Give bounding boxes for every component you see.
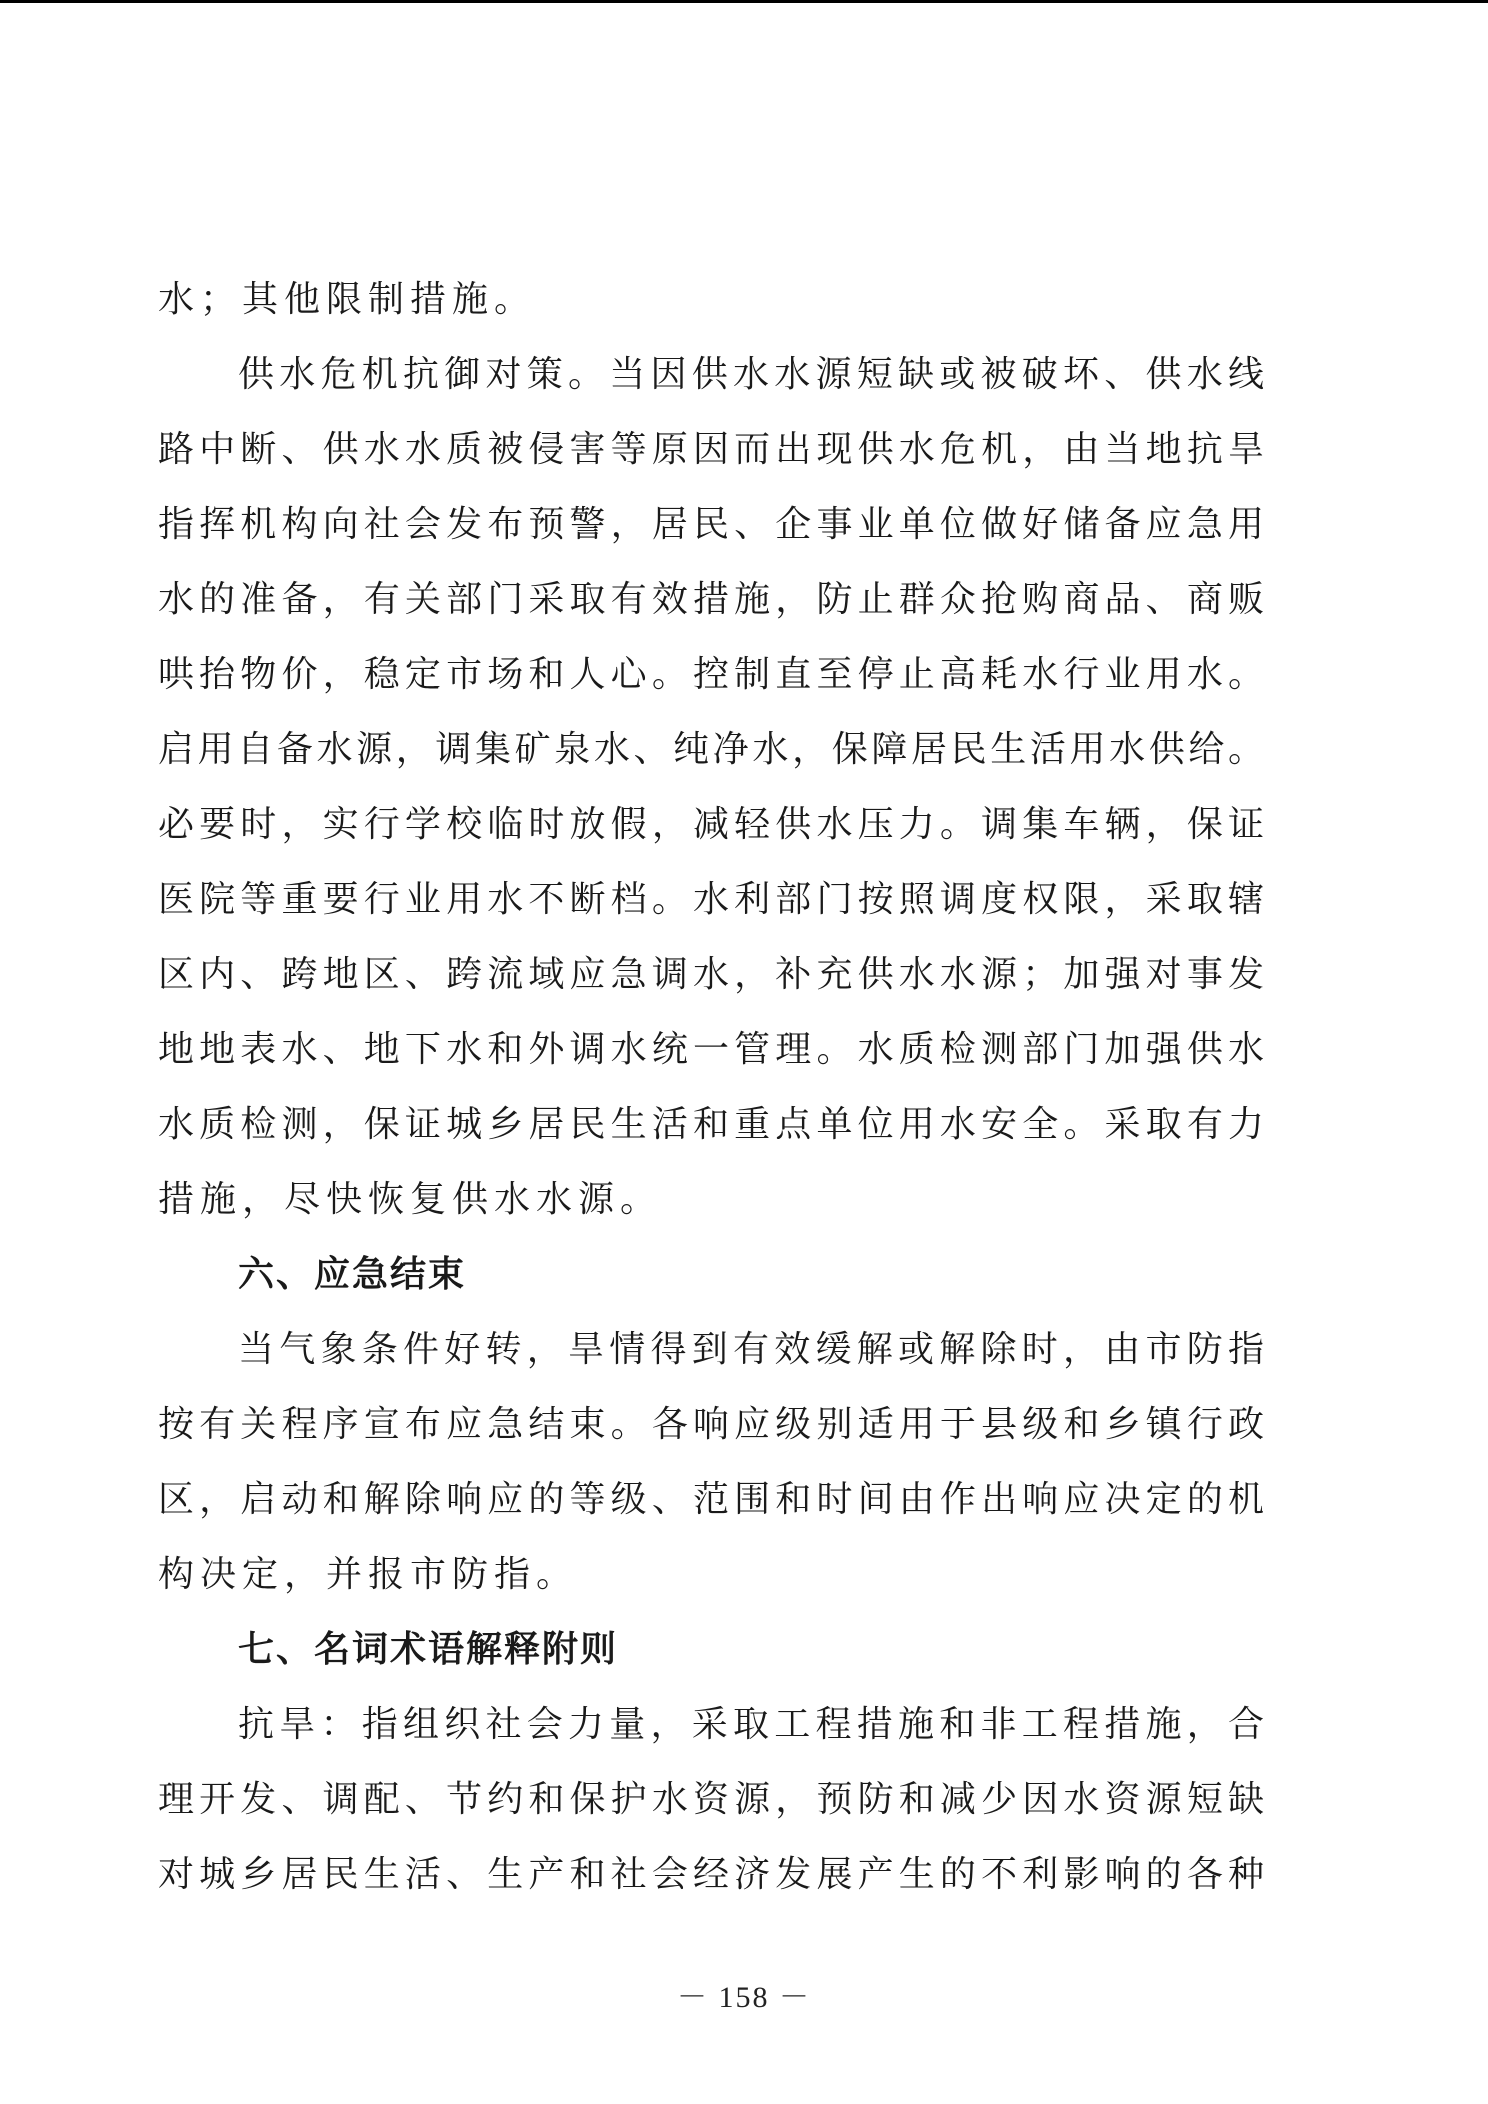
- paragraph-line: 水的准备，有关部门采取有效措施，防止群众抢购商品、商贩: [158, 579, 1264, 620]
- paragraph-line: 按有关程序宣布应急结束。各响应级别适用于县级和乡镇行政: [158, 1404, 1264, 1445]
- top-border-rule: [0, 0, 1488, 3]
- paragraph-line: 区内、跨地区、跨流域应急调水，补充供水水源；加强对事发: [158, 954, 1264, 995]
- paragraph-line: 区，启动和解除响应的等级、范围和时间由作出响应决定的机: [158, 1479, 1264, 1520]
- paragraph-line: 水；其他限制措施。: [158, 279, 537, 320]
- paragraph-line: 启用自备水源，调集矿泉水、纯净水，保障居民生活用水供给。: [158, 729, 1264, 770]
- section-heading-7: 七、名词术语解释附则: [238, 1629, 619, 1670]
- paragraph-line: 措施，尽快恢复供水水源。: [158, 1179, 663, 1220]
- paragraph-line: 抗旱：指组织社会力量，采取工程措施和非工程措施，合: [238, 1704, 1264, 1745]
- paragraph-line: 构决定，并报市防指。: [158, 1554, 579, 1595]
- page-number: － 158 －: [677, 1981, 811, 2014]
- paragraph-line: 当气象条件好转，旱情得到有效缓解或解除时，由市防指: [238, 1329, 1264, 1370]
- paragraph-line: 对城乡居民生活、生产和社会经济发展产生的不利影响的各种: [158, 1854, 1264, 1895]
- paragraph-line: 哄抬物价，稳定市场和人心。控制直至停止高耗水行业用水。: [158, 654, 1264, 695]
- paragraph-line: 地地表水、地下水和外调水统一管理。水质检测部门加强供水: [158, 1029, 1264, 1070]
- paragraph-line: 路中断、供水水质被侵害等原因而出现供水危机，由当地抗旱: [158, 429, 1264, 470]
- paragraph-line: 医院等重要行业用水不断档。水利部门按照调度权限，采取辖: [158, 879, 1264, 920]
- paragraph-line: 理开发、调配、节约和保护水资源，预防和减少因水资源短缺: [158, 1779, 1264, 1820]
- section-heading-6: 六、应急结束: [238, 1254, 467, 1295]
- paragraph-line: 必要时，实行学校临时放假，减轻供水压力。调集车辆，保证: [158, 804, 1264, 845]
- paragraph-line: 供水危机抗御对策。当因供水水源短缺或被破坏、供水线: [238, 354, 1264, 395]
- paragraph-line: 指挥机构向社会发布预警，居民、企事业单位做好储备应急用: [158, 504, 1264, 545]
- document-body: [158, 262, 1264, 1912]
- paragraph-line: 水质检测，保证城乡居民生活和重点单位用水安全。采取有力: [158, 1104, 1264, 1145]
